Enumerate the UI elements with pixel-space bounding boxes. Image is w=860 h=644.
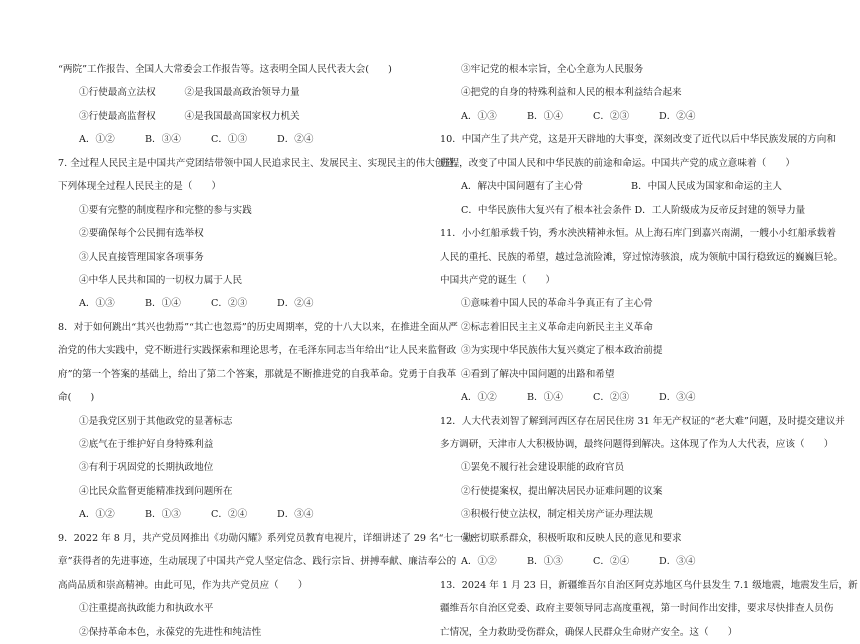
choice-statement: ①意味着中国人民的革命斗争真正有了主心骨 — [461, 298, 653, 310]
answer-options — [440, 386, 800, 409]
answer-option: C．②④ — [593, 556, 630, 568]
answer-option: D．③④ — [277, 509, 314, 521]
answer-option: D．②④ — [277, 298, 314, 310]
answer-option: A．①② — [461, 556, 497, 568]
question-text: 7. 全过程人民民主是中国共产党团结带领中国人民追求民主、发展民主、实现民主的伟大创造。 — [58, 157, 464, 169]
answer-option: C．②③ — [211, 298, 248, 310]
question-text: 疆维吾尔自治区党委、政府主要领导同志高度重视，第一时间作出安排，要求尽快排查人员伤 — [440, 603, 834, 615]
question-text: 多方调研，天津市人大积极协调，最终问题得到解决。这体现了作为人大代表，应该（ ） — [440, 439, 834, 450]
answer-option: B．①④ — [527, 392, 563, 404]
choice-statement: ④密切联系群众，积极听取和反映人民的意见和要求 — [461, 532, 682, 544]
question-text: 11．小小红船承载千钧，秀水泱泱精神永恒。从上海石库门到嘉兴南湖，一艘小小红船承载着 — [440, 228, 836, 240]
answer-options — [440, 550, 800, 573]
choice-statement: ①行使最高立法权 ②是我国最高政治领导力量 — [79, 87, 300, 99]
question-text: 高尚品质和崇高精神。由此可见，作为共产党员应（ ） — [58, 579, 308, 591]
answer-option: A．①③ — [461, 110, 497, 122]
answer-options — [58, 292, 418, 315]
answer-option: A．①③ — [79, 298, 115, 310]
choice-statement: A．解决中国问题有了主心骨 B．中国人民成为国家和命运的主人 — [461, 181, 782, 193]
answer-option: D．②④ — [659, 110, 696, 122]
choice-statement: ③积极行使立法权，制定相关房产证办理法规 — [461, 509, 653, 521]
answer-options — [58, 128, 418, 151]
answer-option: C．②③ — [593, 392, 630, 404]
choice-statement: ①要有完整的制度程序和完整的参与实践 — [79, 204, 252, 216]
answer-option: B．①④ — [145, 298, 181, 310]
question-text: 府”的第一个答案的基础上，给出了第二个答案，那就是不断推进党的自我革命。党勇于自我革 — [58, 368, 457, 380]
question-text: 下列体现全过程人民民主的是（ ） — [58, 181, 222, 193]
question-text: 12．人大代表刘智了解到河西区存在居民住房 31 年无产权证的“老大难”问题，及时提交建议并 — [440, 415, 845, 427]
answer-option: A．①② — [79, 509, 115, 521]
answer-option: B．③④ — [145, 134, 181, 146]
answer-option: C．②④ — [211, 509, 248, 521]
choice-statement: ④看到了解决中国问题的出路和希望 — [461, 368, 615, 380]
choice-statement: ③牢记党的根本宗旨，全心全意为人民服务 — [461, 64, 644, 75]
question-text: “两院”工作报告、全国人大常委会工作报告等。这表明全国人民代表大会( ) — [58, 64, 392, 75]
choice-statement: ③行使最高监督权 ④是我国最高国家权力机关 — [79, 110, 300, 122]
answer-option: D．③④ — [659, 392, 696, 404]
answer-options — [440, 105, 800, 128]
question-text: 人民的重托、民族的希望，越过急流险滩，穿过惊涛骇浪，成为领航中国行稳致远的巍巍巨轮。 — [440, 251, 843, 263]
answer-option: C．①③ — [211, 134, 248, 146]
choice-statement: ③人民直接管理国家各项事务 — [79, 251, 204, 263]
question-text: 8．对于如何跳出“其兴也勃焉”“其亡也忽焉”的历史周期率，党的十八大以来，在推进全面从严 — [58, 321, 458, 333]
choice-statement: ②标志着旧民主主义革命走向新民主主义革命 — [461, 321, 653, 333]
question-text: 中国共产党的诞生（ ） — [440, 274, 556, 286]
left-column — [58, 58, 473, 644]
answer-option: C．②③ — [593, 110, 630, 122]
answer-option: A．①② — [461, 392, 497, 404]
choice-statement: ④中华人民共和国的一切权力属于人民 — [79, 274, 243, 286]
choice-statement: ③有利于巩固党的长期执政地位 — [79, 462, 214, 474]
answer-option: B．①④ — [527, 110, 563, 122]
question-text: 13．2024 年 1 月 23 日，新疆维吾尔自治区阿克苏地区乌什县发生 7.1 级地震，地震发生后，新 — [440, 579, 858, 591]
question-text: 进程，改变了中国人民和中华民族的前途和命运。中国共产党的成立意味着（ ） — [440, 157, 795, 169]
answer-options — [58, 503, 418, 526]
choice-statement: ①是我党区别于其他政党的显著标志 — [79, 415, 233, 427]
question-text: 章”获得者的先进事迹，生动展现了中国共产党人坚定信念、践行宗旨、拼搏奉献、廉洁奉公的 — [58, 556, 457, 568]
choice-statement: ④比民众监督更能精准找到问题所在 — [79, 485, 233, 497]
question-text: 命( ) — [58, 392, 95, 404]
answer-option: B．①③ — [145, 509, 181, 521]
answer-option: D．③④ — [659, 556, 696, 568]
answer-option: B．①③ — [527, 556, 563, 568]
question-text: 9．2022 年 8 月，共产党员网推出《功勋闪耀》系列党员教育电视片，详细讲述了 29 名“七一勋 — [58, 532, 473, 544]
choice-statement: ①注重提高执政能力和执政水平 — [79, 603, 214, 615]
choice-statement: C．中华民族伟大复兴有了根本社会条件 D．工人阶级成为反帝反封建的领导力量 — [461, 204, 806, 216]
choice-statement: ①罢免不履行社会建设职能的政府官员 — [461, 462, 625, 474]
question-text: 10．中国产生了共产党，这是开天辟地的大事变，深刻改变了近代以后中华民族发展的方向和 — [440, 134, 836, 146]
choice-statement: ③为实现中华民族伟大复兴奠定了根本政治前提 — [461, 345, 663, 357]
answer-option: A．①② — [79, 134, 115, 146]
choice-statement: ④把党的自身的特殊利益和人民的根本利益结合起来 — [461, 87, 682, 99]
question-text: 亡情况，全力救助受伤群众，确保人民群众生命财产安全。这（ ） — [440, 626, 738, 638]
choice-statement: ②行使提案权，提出解决居民办证难问题的议案 — [461, 485, 663, 497]
choice-statement: ②要确保每个公民拥有选举权 — [79, 228, 204, 240]
choice-statement: ②底气在于维护好自身特殊利益 — [79, 439, 214, 450]
question-text: 治党的伟大实践中，党不断进行实践探索和理论思考，在毛泽东同志当年给出“让人民来监督政 — [58, 345, 457, 357]
answer-option: D．②④ — [277, 134, 314, 146]
right-column — [440, 58, 858, 644]
choice-statement: ②保持革命本色，永葆党的先进性和纯洁性 — [79, 626, 262, 638]
